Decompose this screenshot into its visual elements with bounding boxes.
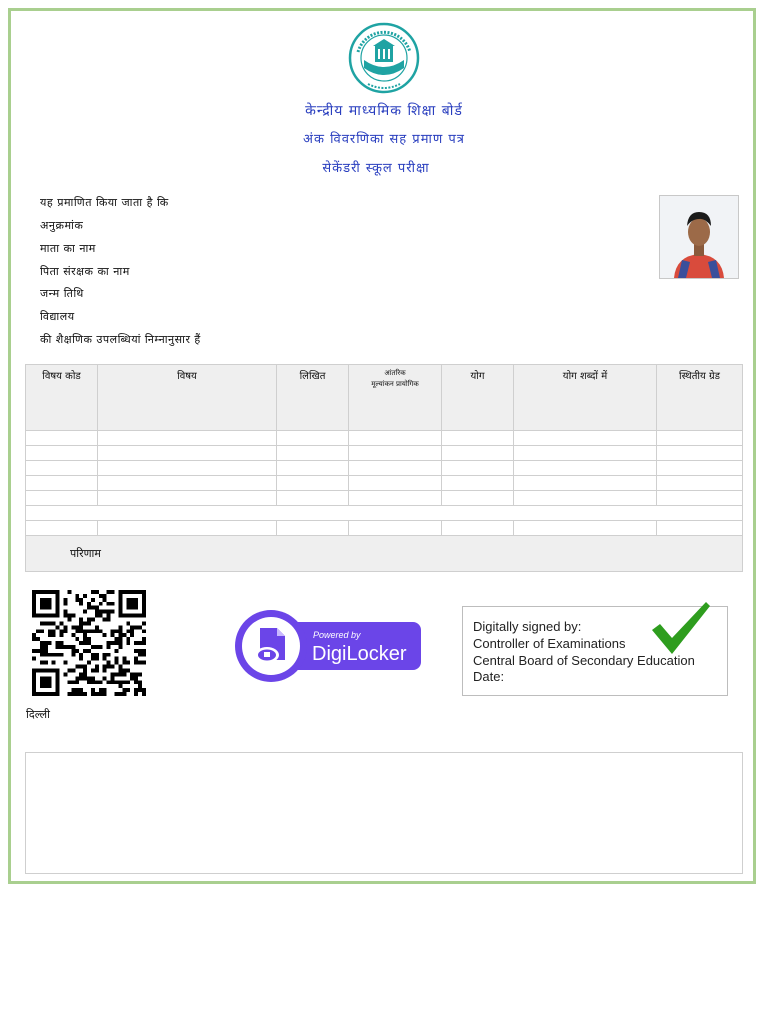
student-photo (659, 195, 739, 279)
controller-line: Controller of Examinations (473, 636, 626, 651)
date-of-birth-label: जन्म तिथि (40, 287, 84, 300)
table-row (26, 521, 743, 536)
col-internal-practical (349, 365, 442, 431)
col-subject-code: विषय कोड (26, 365, 98, 431)
certificate-intro: यह प्रमाणित किया जाता है कि (40, 196, 169, 209)
col-total: योग (442, 365, 514, 431)
roll-number-label: अनुक्रमांक (40, 219, 84, 232)
digilocker-brand-text: DigiLocker (312, 643, 407, 665)
table-header-row (26, 365, 743, 431)
col-subject: विषय (98, 365, 277, 431)
digilocker-powered-text: Powered by (313, 630, 361, 640)
table-row (26, 446, 743, 461)
qr-code (32, 590, 146, 696)
digilocker-badge (233, 608, 423, 684)
board-name-line: Central Board of Secondary Education (473, 653, 695, 668)
mother-name-label: माता का नाम (40, 242, 96, 255)
school-label: विद्यालय (40, 310, 75, 323)
signed-by-line: Digitally signed by: (473, 619, 582, 634)
remarks-box (25, 752, 743, 874)
col-written: लिखित (277, 365, 349, 431)
col-total-in-words: योग शब्दों में (514, 365, 657, 431)
table-row (26, 431, 743, 446)
verified-check-icon (650, 600, 712, 658)
table-spacer-row (26, 506, 743, 521)
table-row (26, 476, 743, 491)
marks-table (25, 364, 743, 572)
table-row (26, 491, 743, 506)
board-title: केन्द्रीय माध्यमिक शिक्षा बोर्ड (305, 103, 463, 119)
document-type-title: अंक विवरणिका सह प्रमाण पत्र (303, 132, 465, 147)
exam-title: सेकेंडरी स्कूल परीक्षा (322, 161, 430, 176)
achievements-line: की शैक्षणिक उपलब्धियां निम्नानुसार हैं (40, 333, 201, 346)
cbse-emblem-icon (348, 22, 420, 94)
result-label: परिणाम (26, 536, 743, 572)
col-internal-line1: आंतरिक (384, 369, 406, 377)
table-row (26, 461, 743, 476)
col-internal-line2: मूल्यांकन प्रायोगिक (371, 380, 419, 388)
city-label: दिल्ली (26, 708, 50, 721)
result-row (26, 536, 743, 572)
date-line: Date: (473, 669, 505, 684)
father-guardian-name-label: पिता संरक्षक का नाम (40, 265, 130, 278)
col-positional-grade: स्थितीय ग्रेड (657, 365, 743, 431)
